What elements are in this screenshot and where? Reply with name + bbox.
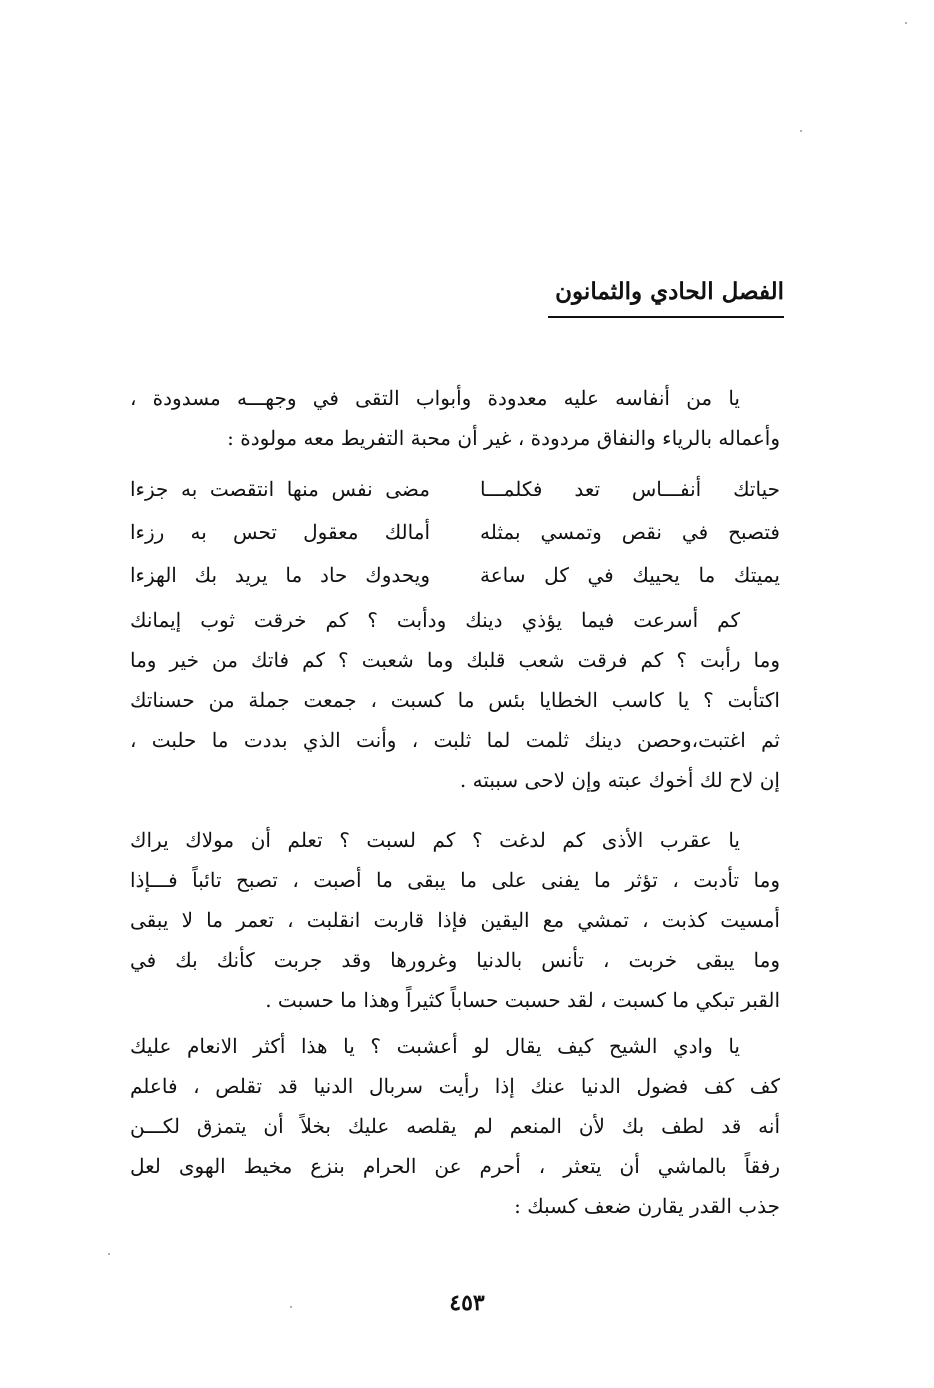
scan-speck bbox=[905, 22, 907, 24]
text-line: اكتأبت ؟ يا كاسب الخطايا بئس ما كسبت ، جمعت جملة من حسناتك bbox=[130, 688, 780, 712]
verse-second-hemistich: ويحدوك حاد ما يريد بك الهزءا bbox=[130, 563, 430, 587]
poem-verse bbox=[130, 468, 780, 511]
title-underline bbox=[548, 316, 784, 318]
poem-verse bbox=[130, 511, 780, 554]
verse-first-hemistich: يميتك ما يحييك في كل ساعة bbox=[480, 563, 780, 587]
scan-speck bbox=[800, 130, 802, 132]
poem bbox=[130, 468, 780, 597]
paragraph-2 bbox=[130, 600, 780, 800]
text-line: ثم اغتبت،وحصن دينك ثلمت لما ثلبت ، وأنت الذي بددت ما حلبت ، bbox=[130, 728, 780, 752]
chapter-title: الفصل الحادي والثمانون bbox=[555, 278, 784, 305]
verse-first-hemistich: حياتك أنفـــاس تعد فكلمـــا bbox=[480, 477, 780, 501]
text-line: يا عقرب الأذى كم لدغت ؟ كم لسبت ؟ تعلم أن مولاك يراك bbox=[130, 828, 740, 852]
paragraph-4 bbox=[130, 1026, 780, 1226]
text-line: وما تأدبت ، تؤثر ما يفنى على ما يبقى ما أصبت ، تصبح تائباً فـــإذا bbox=[130, 868, 780, 892]
text-line: رفقاً بالماشي أن يتعثر ، أحرم عن الحرام بنزع مخيط الهوى لعل bbox=[130, 1154, 780, 1178]
text-line: أمسيت كذبت ، تمشي مع اليقين فإذا قاربت انقلبت ، تعمر ما لا يبقى bbox=[130, 908, 780, 932]
paragraph-1 bbox=[130, 378, 780, 458]
verse-second-hemistich: أمالك معقول تحس به رزءا bbox=[130, 520, 430, 544]
verse-first-hemistich: فتصبح في نقص وتمسي بمثله bbox=[480, 520, 780, 544]
text-line: القبر تبكي ما كسبت ، لقد حسبت حساباً كثيراً وهذا ما حسبت . bbox=[265, 988, 780, 1012]
text-line: إن لاح لك أخوك عبته وإن لاحى سببته . bbox=[459, 768, 780, 792]
poem-verse bbox=[130, 554, 780, 597]
text-line: كف كف فضول الدنيا عنك إذا رأيت سربال الدنيا قد تقلص ، فاعلم bbox=[130, 1074, 780, 1098]
page-number: ٤٥٣ bbox=[449, 1290, 485, 1316]
text-line: كم أسرعت فيما يؤذي دينك ودأبت ؟ كم خرقت ثوب إيمانك bbox=[130, 608, 740, 632]
text-line: يا من أنفاسه عليه معدودة وأبواب التقى في وجهـــه مسدودة ، bbox=[130, 386, 740, 410]
text-line: وما رأبت ؟ كم فرقت شعب قلبك وما شعبت ؟ كم فاتك من خير وما bbox=[130, 648, 780, 672]
verse-second-hemistich: مضى نفس منها انتقصت به جزءا bbox=[130, 477, 430, 501]
text-line: جذب القدر يقارن ضعف كسبك : bbox=[514, 1194, 780, 1218]
scan-speck bbox=[108, 1253, 110, 1255]
text-line: وما يبقى خربت ، تأنس بالدنيا وغرورها وقد جربت كأنك بك في bbox=[130, 948, 780, 972]
text-line: وأعماله بالرياء والنفاق مردودة ، غير أن محبة التفريط معه مولودة : bbox=[227, 426, 780, 450]
paragraph-3 bbox=[130, 820, 780, 1020]
text-line: يا وادي الشيح كيف يقال لو أعشبت ؟ يا هذا أكثر الانعام عليك bbox=[130, 1034, 740, 1058]
text-line: أنه قد لطف بك لأن المنعم لم يقلصه عليك بخلاً أن يتمزق لكـــن bbox=[130, 1114, 780, 1138]
